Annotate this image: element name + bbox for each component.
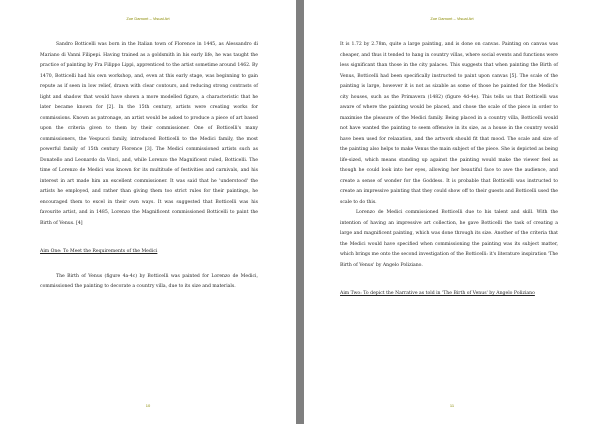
right-body-text bbox=[340, 40, 558, 314]
left-body-text bbox=[40, 40, 258, 293]
left-paragraph-2: The Birth of Venus (figure 4a-4c) by Botticelli was painted for Lorenzo de Medici, commissioned the painting to decorate a country villa, due to its size and materials. bbox=[40, 273, 258, 289]
right-page-number: 11 bbox=[449, 403, 455, 408]
right-running-head: Zoe Damont – Visual Art bbox=[430, 16, 474, 21]
left-page bbox=[0, 0, 296, 424]
left-running-head: Zoe Damont – Visual Art bbox=[126, 16, 170, 21]
paragraph-gap bbox=[40, 229, 258, 241]
left-page-number: 10 bbox=[145, 403, 151, 408]
right-paragraph-2: Lorenzo de Medici commissioned Botticelli due to his talent and skill. With the intention of having an impressive art collection, he gave Botticelli the task of creating a large and magnificent painting, which was done through its size. Another of the criteria that the Medici would have specified when commissioning the painting was its subject matter, which brings me onto the second investigation of the Botticelli: it's literature inspiration 'The Birth of Venus' by Angelo Poliziano. bbox=[340, 210, 558, 268]
aim-one-heading: Aim One: To Meet the Requirements of the Medici bbox=[40, 249, 158, 254]
left-paragraph-1: Sandro Botticelli was born in the Italian town of Florence in 1445, as Alessandro di Mariano di Vanni Filipepi. Having trained as a goldsmith in his early life, he was taught the practice of painting by Fra Filippo Lippi, apprenticed to the artist sometime around 1462. By 1470, Botticelli had his own workshop, and, even at this early stage, was beginning to gain repute as if seen in low relief, drawn with clear contours, and reducing strong contrasts of light and shadow that would have shown a more modelled figure, a characteristic that he later became known for [2]. In the 15th century, artists were creating works for commissions. Known as patronage, an artist would be asked to produce a piece of art based upon the criteria given to them by their commissioner. One of Botticelli's many commissioners, the Vespucci family, introduced Botticelli to the Medici family, the most powerful family of 15th century Florence [3]. The Medici commissioned artists such as Donatello and Leonardo da Vinci, and, while Lorenzo the Magnificent ruled, Botticelli. The time of Lorenzo de Medici was known for its multitude of festivities and carnivals, and his interest in art made him an excellent commissioner. It was said that he 'understood' the artists he employed, and rather than giving them too strict rules for their paintings, he encouraged them to excel in their own ways. It was suggested that Botticelli was his favourite artist, and in 1485, Lorenzo the Magnificent commissioned Botticelli to paint the Birth of Venus. [4] bbox=[40, 42, 258, 226]
aim-two-heading: Aim Two: To depict the Narrative as told in 'The Birth of Venus' by Angelo Poliziano bbox=[340, 291, 535, 296]
right-page bbox=[304, 0, 600, 424]
paragraph-gap bbox=[340, 271, 558, 283]
right-paragraph-1: It is 1.72 by 2.78m, quite a large painting, and is done on canvas. Painting on canvas was cheaper, and thus it tended to hang in country villas, where social events and functions were less significant than those in the city palaces. This suggests that when painting the Birth of Venus, Botticelli had been specifically instructed to paint upon canvas [5]. The scale of the painting is large, however it is not as sizable as some of those he painted for the Medici's city houses, such as the Primavera (1482) (figure 4d-4e). This tells us that Botticelli was aware of where the painting would be placed, and chose the scale of the piece in order to maximise the pleasure of the Medici family. Being placed in a country villa, Botticelli would not have wanted the painting to seem offensive in its size, as a house in the country would have been used for relaxation, and the artwork should fit that mood. The scale and size of the painting also helps to make Venus the main subject of the piece. She is depicted as being life-sized, which means standing up against the painting would make the viewer feel as though he could look into her eyes, allowing her beautiful face to awe the audience, and create a sense of wonder for the Goddess. It is probable that Botticelli was instructed to create an impressive painting that they could show off to their guests and Botticelli used the scale to do this. bbox=[340, 42, 558, 205]
